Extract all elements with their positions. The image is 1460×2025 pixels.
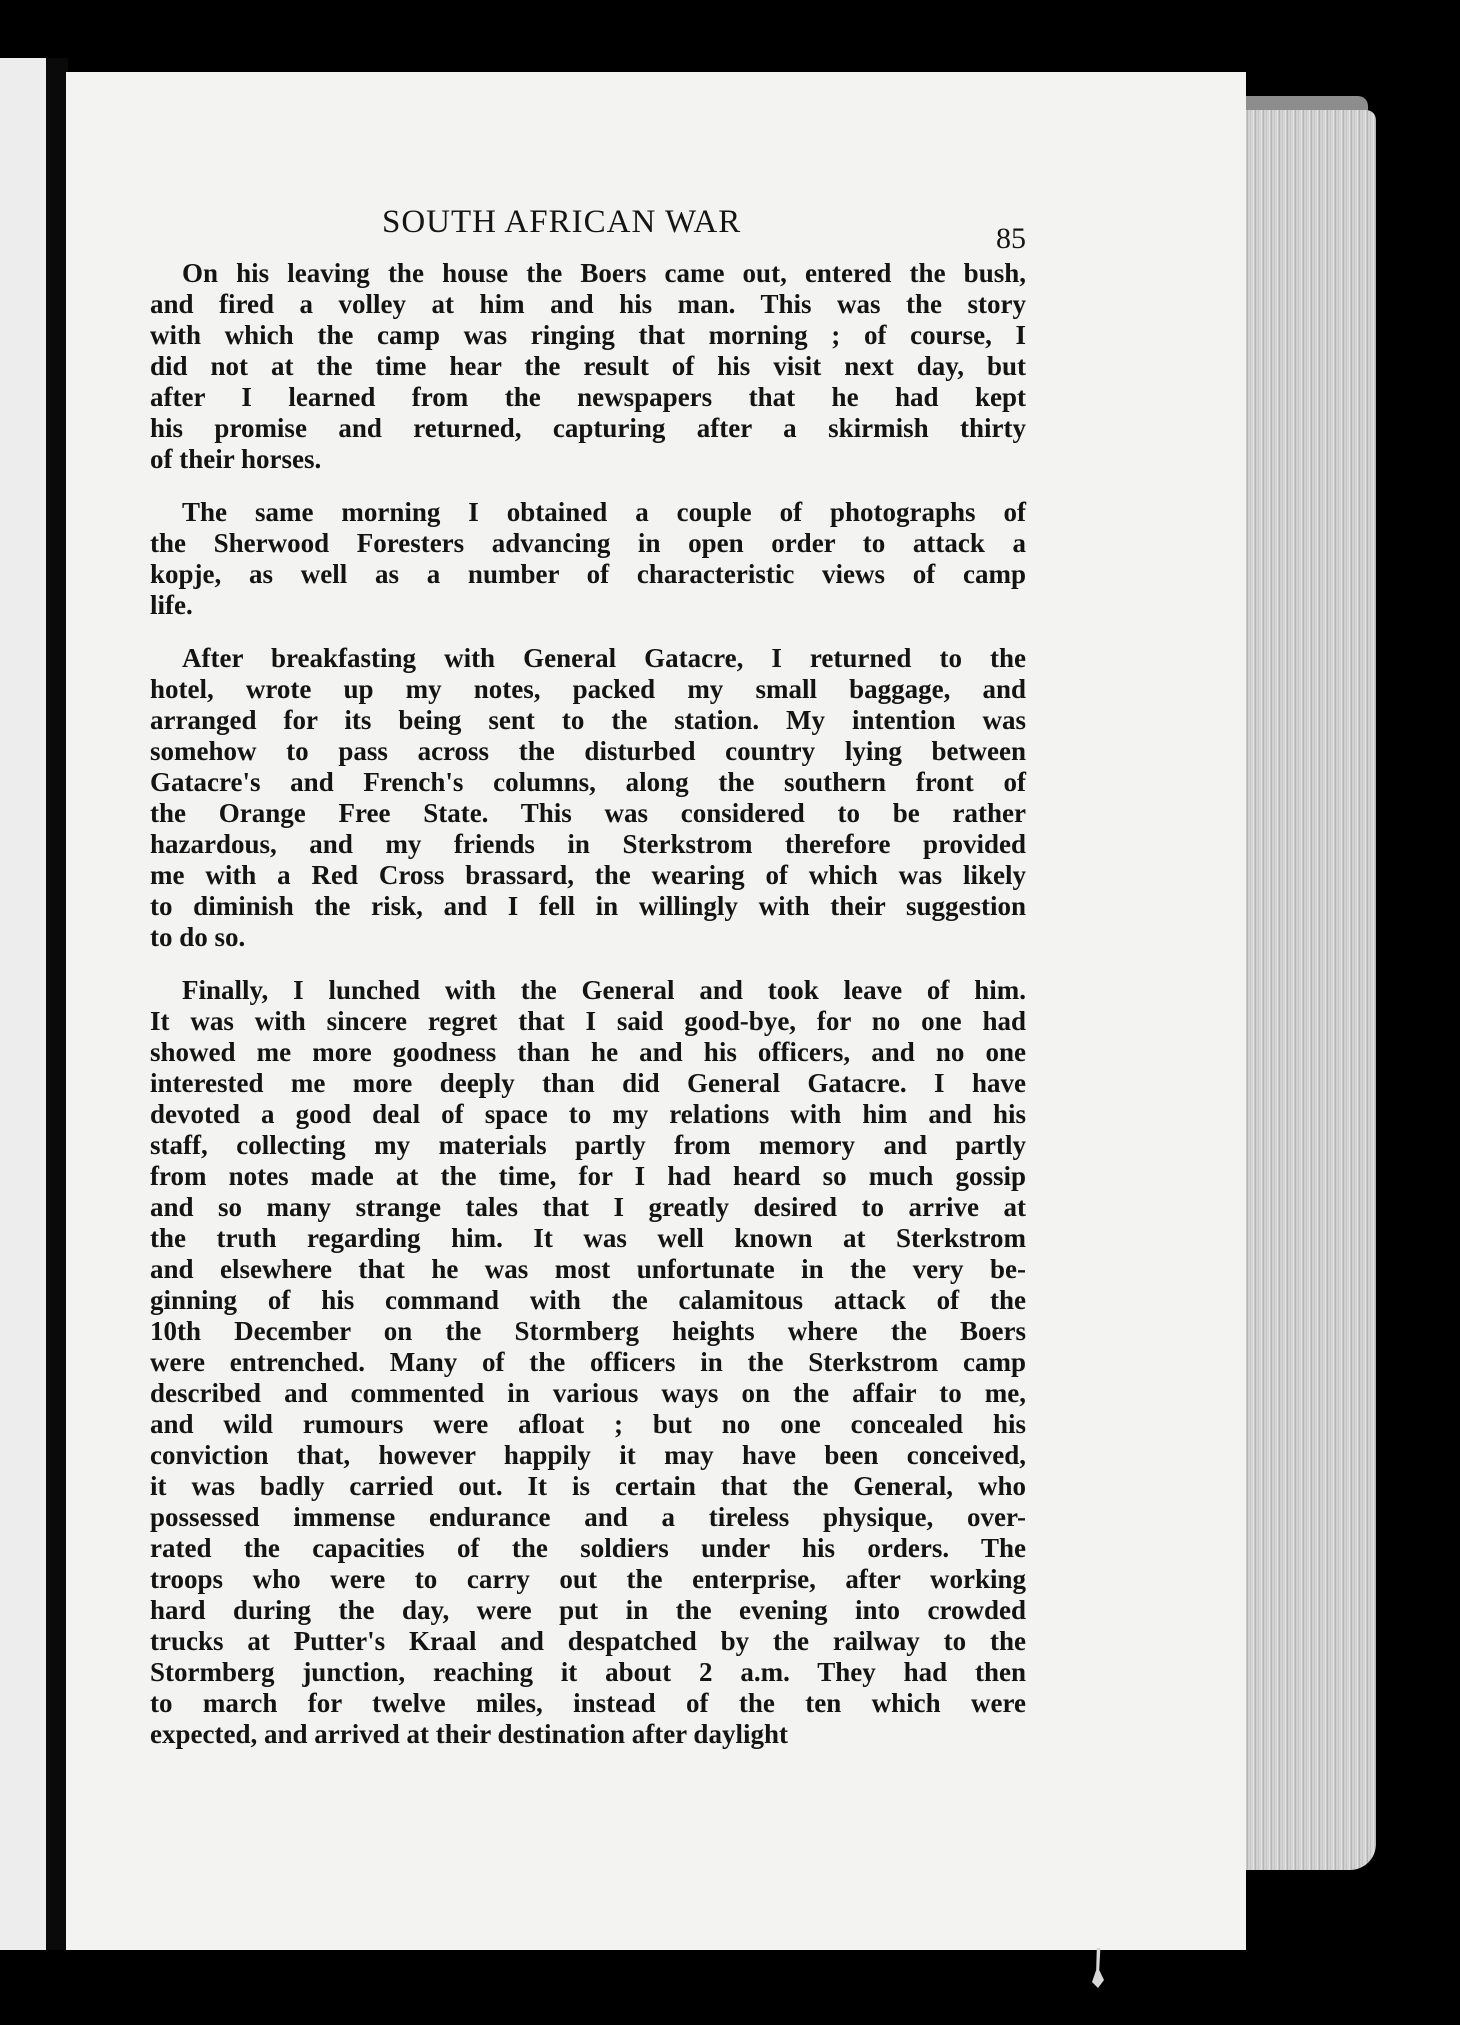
- left-page-edge: [0, 58, 49, 1950]
- text-line: 10th December on the Stormberg heights where the Boers: [150, 1316, 1026, 1346]
- text-line: ginning of his command with the calamitous attack of the: [150, 1285, 1026, 1315]
- running-title: SOUTH AFRICAN WAR: [382, 204, 742, 240]
- text-line: rated the capacities of the soldiers under his orders. The: [150, 1533, 1026, 1563]
- text-line: and elsewhere that he was most unfortunate in the very be-: [150, 1254, 1026, 1284]
- text-line: devoted a good deal of space to my relations with him and his: [150, 1099, 1026, 1129]
- text-line: hazardous, and my friends in Sterkstrom therefore provided: [150, 829, 1026, 859]
- text-line: On his leaving the house the Boers came out, entered the bush,: [182, 258, 1026, 288]
- text-line: life.: [150, 590, 193, 620]
- text-line: the Sherwood Foresters advancing in open order to attack a: [150, 528, 1026, 558]
- text-line: did not at the time hear the result of his visit next day, but: [150, 351, 1026, 381]
- text-line: The same morning I obtained a couple of photographs of: [182, 497, 1026, 527]
- text-line: conviction that, however happily it may have been conceived,: [150, 1440, 1026, 1470]
- book-gutter: [46, 58, 68, 1950]
- text-line: Stormberg junction, reaching it about 2 a.m. They had then: [150, 1657, 1026, 1687]
- text-line: the truth regarding him. It was well known at Sterkstrom: [150, 1223, 1026, 1253]
- text-line: to diminish the risk, and I fell in willingly with their suggestion: [150, 891, 1026, 921]
- text-line: trucks at Putter's Kraal and despatched by the railway to the: [150, 1626, 1026, 1656]
- text-line: kopje, as well as a number of characteristic views of camp: [150, 559, 1026, 589]
- paragraph: [150, 258, 1026, 475]
- text-line: after I learned from the newspapers that he had kept: [150, 382, 1026, 412]
- text-line: Finally, I lunched with the General and took leave of him.: [182, 975, 1026, 1005]
- text-line: described and commented in various ways on the affair to me,: [150, 1378, 1026, 1408]
- text-line: the Orange Free State. This was considered to be rather: [150, 798, 1026, 828]
- text-line: expected, and arrived at their destination after daylight: [150, 1719, 788, 1749]
- text-line: his promise and returned, capturing after a skirmish thirty: [150, 413, 1026, 443]
- text-line: and fired a volley at him and his man. This was the story: [150, 289, 1026, 319]
- text-line: with which the camp was ringing that morning ; of course, I: [150, 320, 1026, 350]
- text-line: staff, collecting my materials partly from memory and partly: [150, 1130, 1026, 1160]
- text-line: were entrenched. Many of the officers in the Sterkstrom camp: [150, 1347, 1026, 1377]
- text-line: After breakfasting with General Gatacre, I returned to the: [182, 643, 1026, 673]
- text-line: and so many strange tales that I greatly desired to arrive at: [150, 1192, 1026, 1222]
- text-line: and wild rumours were afloat ; but no one concealed his: [150, 1409, 1026, 1439]
- text-line: hotel, wrote up my notes, packed my small baggage, and: [150, 674, 1026, 704]
- text-line: interested me more deeply than did General Gatacre. I have: [150, 1068, 1026, 1098]
- text-line: troops who were to carry out the enterprise, after working: [150, 1564, 1026, 1594]
- text-line: hard during the day, were put in the evening into crowded: [150, 1595, 1026, 1625]
- text-line: Gatacre's and French's columns, along the southern front of: [150, 767, 1026, 797]
- text-line: of their horses.: [150, 444, 322, 474]
- scan-artifact: [1092, 1948, 1104, 1988]
- paragraph: [150, 975, 1026, 1750]
- text-line: arranged for its being sent to the station. My intention was: [150, 705, 1026, 735]
- text-line: me with a Red Cross brassard, the wearing of which was likely: [150, 860, 1026, 890]
- text-line: it was badly carried out. It is certain that the General, who: [150, 1471, 1026, 1501]
- text-line: possessed immense endurance and a tireless physique, over-: [150, 1502, 1026, 1532]
- paragraph: [150, 643, 1026, 953]
- text-line: from notes made at the time, for I had heard so much gossip: [150, 1161, 1026, 1191]
- paragraph: [150, 497, 1026, 621]
- text-line: somehow to pass across the disturbed country lying between: [150, 736, 1026, 766]
- text-line: to march for twelve miles, instead of the ten which were: [150, 1688, 1026, 1718]
- page-number: 85: [996, 222, 1026, 255]
- text-line: It was with sincere regret that I said good-bye, for no one had: [150, 1006, 1026, 1036]
- body-text: [150, 258, 1026, 1772]
- page-stack-edges: [1226, 110, 1376, 1870]
- text-line: showed me more goodness than he and his officers, and no one: [150, 1037, 1026, 1067]
- text-line: to do so.: [150, 922, 246, 952]
